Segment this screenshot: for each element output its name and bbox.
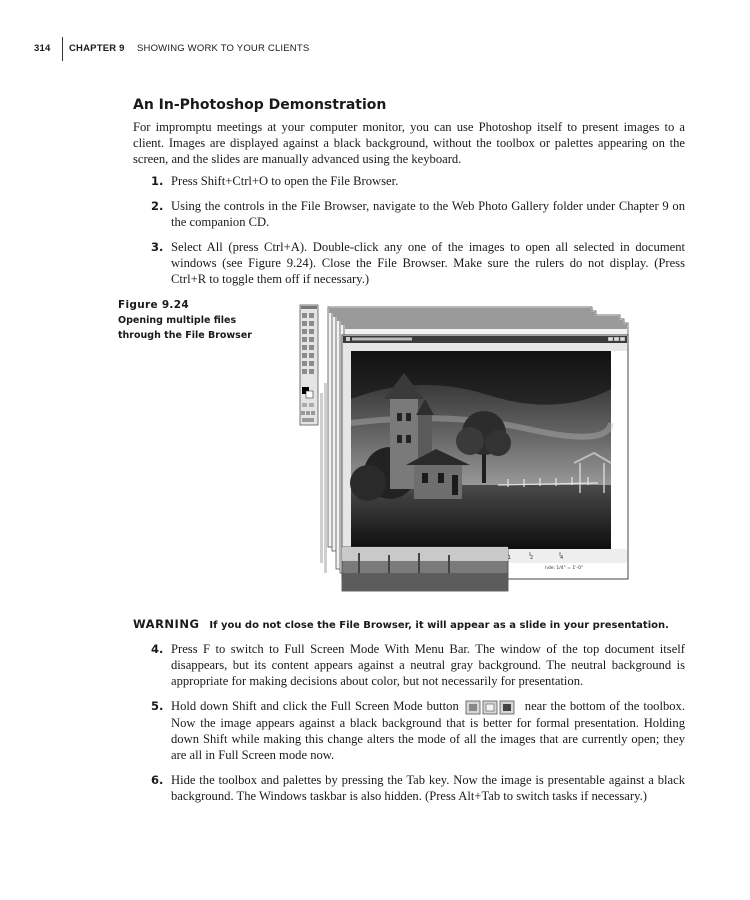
step-number: 1.	[151, 174, 164, 188]
page-number: 314	[34, 43, 51, 54]
steps-list-part2	[133, 641, 685, 813]
step-text: Press F to switch to Full Screen Mode With Menu Bar. The window of the top document itself disappears, but its content appears against a neutral gray background. The neutral background is appropriate for making decisions about color, but not necessarily for presentation.	[171, 642, 685, 688]
section-title: An In-Photoshop Demonstration	[133, 97, 387, 113]
step-number: 3.	[151, 240, 164, 254]
steps-list-part1	[133, 173, 685, 296]
ruler-tick: 4	[560, 555, 564, 561]
intro-paragraph: For impromptu meetings at your computer monitor, you can use Photoshop itself to present images to a client. Images are displayed against a black background, without the toolbox or palettes appearing on the screen, and the slides are manually advanced using the keyboard.	[133, 120, 685, 166]
page-header	[34, 37, 714, 61]
step-text: Press Shift+Ctrl+O to open the File Browser.	[171, 174, 399, 188]
step-4	[133, 641, 685, 689]
figure-label: Figure 9.24	[118, 299, 189, 311]
figure-caption-text: Opening multiple files through the File Browser	[118, 315, 252, 341]
step-number: 4.	[151, 642, 164, 656]
step-2	[133, 198, 685, 230]
figure-caption	[118, 298, 268, 343]
warning-label: WARNING	[133, 617, 200, 631]
step-text: Hide the toolbox and palettes by pressing the Tab key. Now the image is presentable against a black background. The Windows taskbar is also hidden. (Press Alt+Tab to switch tasks if necessary.)	[171, 772, 685, 803]
status-bar-text: nde: 1/4" = 1'-0"	[545, 566, 584, 571]
lower-image-strip	[342, 547, 508, 591]
header-divider	[62, 37, 63, 61]
step-text: Using the controls in the File Browser, navigate to the Web Photo Gallery folder under Chapter 9 on the companion CD.	[171, 199, 685, 229]
warning-text: If you do not close the File Browser, it will appear as a slide in your presentation.	[209, 620, 669, 631]
ruler-tick: 1	[508, 555, 512, 561]
step-number: 2.	[151, 199, 164, 213]
step-1	[133, 173, 685, 189]
step-3	[133, 239, 685, 287]
screen-mode-buttons-icon	[465, 700, 515, 715]
figure-screenshot	[298, 303, 632, 593]
warning-note	[133, 615, 693, 633]
step-number: 6.	[151, 772, 164, 787]
step-number: 5.	[151, 699, 164, 713]
step-text-after: near the bottom of the toolbox. Now the image appears against a black background that is better for formal presentation. Holding down Shift while making this change alters the mode of all the images that are currently open; they are all in Full Screen mode now.	[171, 699, 685, 762]
step-text: Select All (press Ctrl+A). Double-click any one of the images to open all selected in document windows (see Figure 9.24). Close the File Browser. Make sure the rulers do not display. (Press Ctrl+R to toggle them off if necessary.)	[171, 240, 685, 286]
chapter-title: SHOWING WORK TO YOUR CLIENTS	[137, 43, 310, 54]
photoshop-windows-illustration	[298, 303, 632, 593]
step-6	[133, 772, 685, 804]
ruler-tick: 2	[530, 555, 534, 561]
chapter-label: CHAPTER 9	[69, 43, 125, 54]
step-text-before: Hold down Shift and click the Full Screen Mode button	[171, 699, 459, 713]
toolbox-panel	[300, 305, 318, 425]
front-document-window	[342, 335, 628, 579]
step-5	[133, 698, 685, 763]
